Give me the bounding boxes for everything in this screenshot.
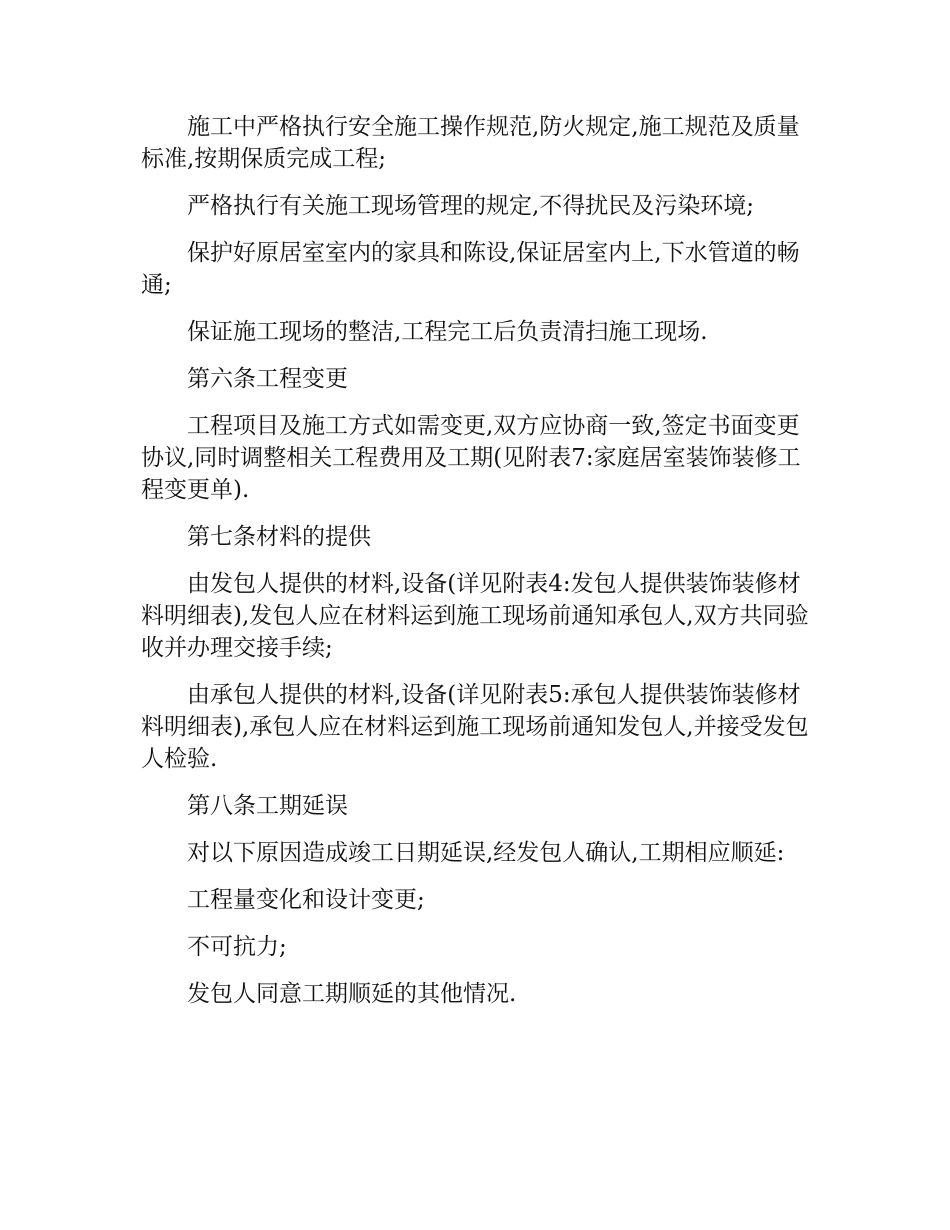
document-body bbox=[141, 111, 813, 1025]
section-heading-article-6: 第六条工程变更 bbox=[187, 366, 348, 392]
paragraph-protect-furniture: 保护好原居室室内的家具和陈设,保证居室内上,下水管道的畅通; bbox=[141, 240, 800, 298]
paragraph-delay-causes: 对以下原因造成竣工日期延误,经发包人确认,工期相应顺延: bbox=[187, 840, 785, 866]
list-item-design-change: 工程量变化和设计变更; bbox=[187, 887, 425, 913]
paragraph-employer-materials: 由发包人提供的材料,设备(详见附表4:发包人提供装饰装修材料明细表),发包人应在材料运到施工现场前通知承包人,双方共同验收并办理交接手续; bbox=[141, 571, 809, 661]
paragraph-project-change: 工程项目及施工方式如需变更,双方应协商一致,签定书面变更协议,同时调整相关工程费用及工期(见附表7:家庭居室装饰装修工程变更单). bbox=[141, 413, 801, 503]
section-heading-article-7: 第七条材料的提供 bbox=[187, 524, 371, 550]
paragraph-contractor-materials: 由承包人提供的材料,设备(详见附表5:承包人提供装饰装修材料明细表),承包人应在材料运到施工现场前通知发包人,并接受发包人检验. bbox=[141, 682, 809, 772]
list-item-other-cases: 发包人同意工期顺延的其他情况. bbox=[187, 981, 517, 1007]
paragraph-site-management: 严格执行有关施工现场管理的规定,不得扰民及污染环境; bbox=[187, 193, 755, 219]
section-heading-article-8: 第八条工期延误 bbox=[187, 793, 348, 819]
paragraph-safety-rules: 施工中严格执行安全施工操作规范,防火规定,施工规范及质量标准,按期保质完成工程; bbox=[141, 114, 800, 172]
paragraph-site-cleanliness: 保证施工现场的整洁,工程完工后负责清扫施工现场. bbox=[187, 319, 708, 345]
list-item-force-majeure: 不可抗力; bbox=[187, 934, 287, 960]
